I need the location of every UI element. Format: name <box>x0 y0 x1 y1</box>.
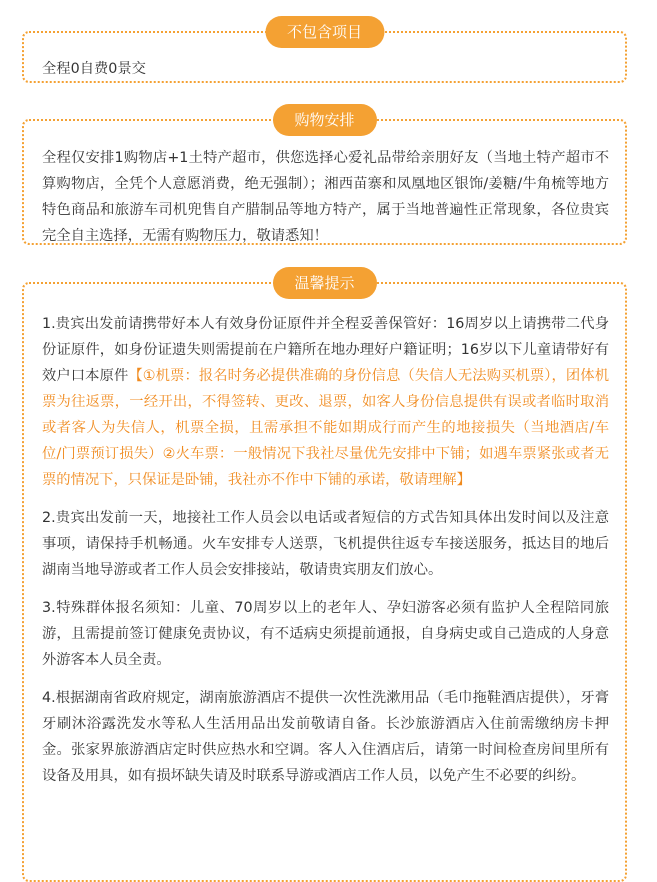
tip-item-2 <box>42 505 609 583</box>
tip-item-4-text: 4.根据湖南省政府规定，湖南旅游酒店不提供一次性洗漱用品（毛巾拖鞋酒店提供），牙膏牙刷沐浴露洗发水等私人生活用品出发前敬请自备。长沙旅游酒店入住前需缴纳房卡押金。张家界旅游酒店定时供应热水和空调。客人入住酒店后，请第一时间检查房间里所有设备及用具，如有损坏缺失请及时联系导游或酒店工作人员，以免产生不必要的纠纷。 <box>42 690 609 784</box>
tips-title: 温馨提示 <box>272 267 376 299</box>
tips-section <box>22 274 627 882</box>
tip-item-2-text: 2.贵宾出发前一天，地接社工作人员会以电话或者短信的方式告知具体出发时间以及注意事项，请保持手机畅通。火车安排专人送票，飞机提供往返专车接送服务，抵达目的地后湖南当地导游或者工作人员会安排接站，敬请贵宾朋友们放心。 <box>42 510 609 578</box>
excluded-items-text: 全程0自费0景交 <box>42 61 146 77</box>
tip-item-4 <box>42 685 609 789</box>
tips-list <box>42 311 609 801</box>
excluded-items-title: 不包含项目 <box>265 16 384 48</box>
tip-item-1 <box>42 311 609 493</box>
excluded-items-section <box>22 23 627 83</box>
shopping-section <box>22 111 627 245</box>
shopping-text: 全程仅安排1购物店+1土特产超市，供您选择心爱礼品带给亲朋好友（当地土特产超市不算购物店，全凭个人意愿消费，绝无强制）；湘西苗寨和凤凰地区银饰/姜糖/牛角梳等地方特色商品和旅游车司机兜售自产腊制品等地方特产，属于当地普遍性正常现象，各位贵宾完全自主选择，无需有购物压力，敬请悉知！ <box>42 150 609 244</box>
shopping-title: 购物安排 <box>272 104 376 136</box>
tip-item-3-text: 3.特殊群体报名须知：儿童、70周岁以上的老年人、孕妇游客必须有监护人全程陪同旅游，且需提前签订健康免责协议，有不适病史须提前通报，自身病史或自己造成的人身意外游客本人员全责。 <box>42 600 609 668</box>
tip-item-3 <box>42 595 609 673</box>
tip-item-1-text: 1.贵宾出发前请携带好本人有效身份证原件并全程妥善保管好：16周岁以上请携带二代身份证原件，如身份证遗失则需提前在户籍所在地办理好户籍证明；16岁以下儿童请带好有效户口本原件 <box>42 316 609 384</box>
tip-item-1-highlight: 【①机票：报名时务必提供准确的身份信息（失信人无法购买机票），团体机票为往返票，一经开出，不得签转、更改、退票，如客人身份信息提供有误或者临时取消或者客人为失信人，机票全损，且需承担不能如期成行而产生的地接损失（当地酒店/车位/门票预订损失）②火车票：一般情况下我社尽量优先安排中下铺；如遇车票紧张或者无票的情况下，只保证是卧铺，我社亦不作中下铺的承诺，敬请理解】 <box>42 368 609 488</box>
